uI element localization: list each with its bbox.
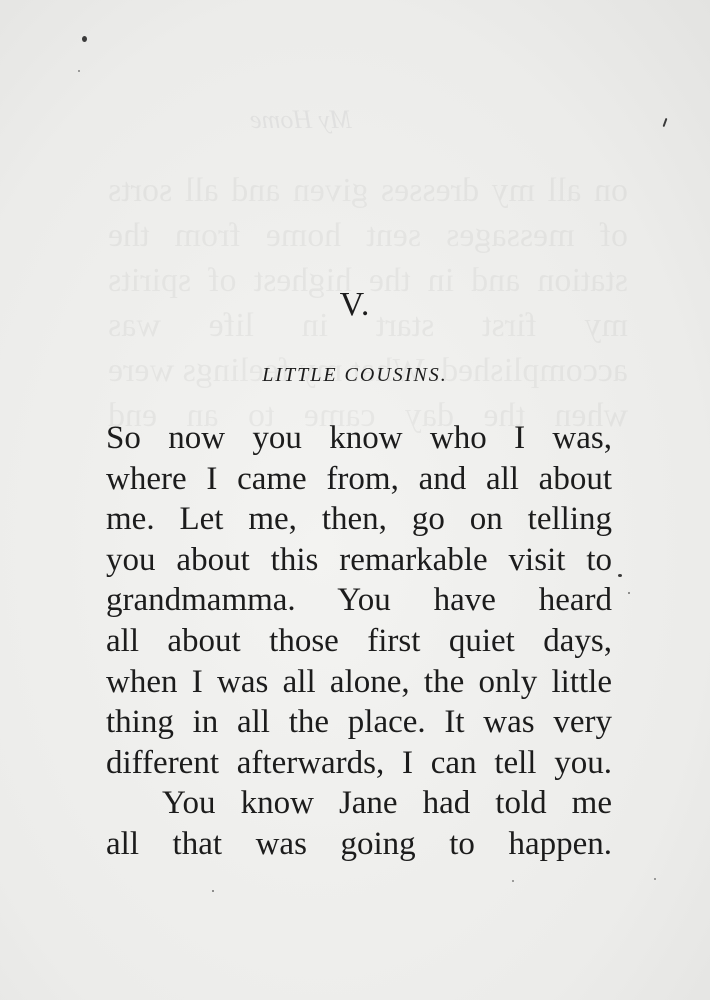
- text-line: different afterwards, I can tell you.: [106, 744, 612, 781]
- text-line: you about this remarkable visit to: [106, 541, 612, 578]
- text-line: me. Let me, then, go on telling: [106, 501, 612, 538]
- text-line: You know Jane had told me: [162, 785, 612, 822]
- paper-speck: [82, 36, 87, 42]
- paper-speck: [628, 592, 630, 594]
- text-line: grandmamma. You have heard: [106, 582, 612, 619]
- text-line: So now you know who I was,: [106, 420, 612, 456]
- text-line: where I came from, and all about: [106, 460, 612, 497]
- paper-speck: [618, 574, 622, 577]
- paper-speck: [512, 880, 514, 882]
- text-line: all about those first quiet days,: [106, 622, 612, 659]
- chapter-title: LITTLE COUSINS.: [262, 364, 448, 386]
- text-line: when I was all alone, the only little: [106, 663, 612, 700]
- chapter-number: V.: [339, 286, 371, 323]
- body-text: [106, 418, 612, 865]
- paper-speck: [654, 878, 656, 880]
- paper-speck: [78, 70, 80, 72]
- text-line: thing in all the place. It was very: [106, 704, 612, 741]
- text-line: all that was going to happen.: [106, 825, 612, 862]
- paper-speck: [663, 118, 668, 127]
- paper-speck: [212, 890, 214, 892]
- show-through-heading: My Home: [250, 105, 352, 134]
